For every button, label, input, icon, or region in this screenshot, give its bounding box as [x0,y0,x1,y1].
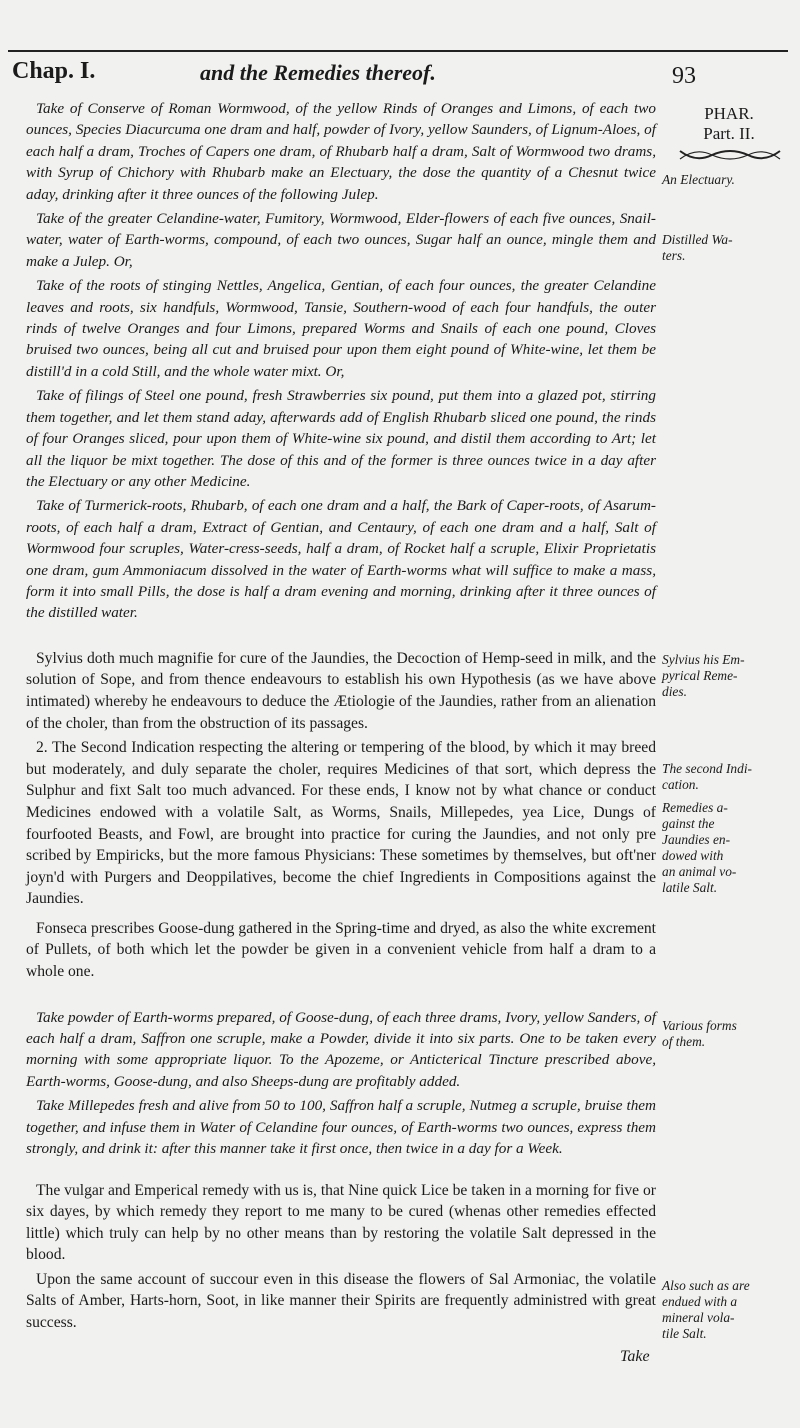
header-rule [8,50,788,52]
chapter-heading: Chap. I. [12,58,96,84]
paragraph-sylvius: Sylvius doth much magnifie for cure of the Jaundies, the Decoction of Hemp-seed in milk, and the solution of Sope, and from thence endeavours to establish his own Hypothesis (as we have above intimated) whereby he endeavours to deduce the Ætiologie of the Jaundies, rather from an alienation of the choler, than from the obstruction of its passages. [26,649,656,732]
paragraph-julep: Take of the greater Celandine-water, Fumitory, Wormwood, Elder-flowers of each five ounces, Snail-water, water of Earth-worms, compound, of each two ounces, Sugar half an ounce, mingle them and make a Julep. Or, [26,210,656,270]
ornament-icon [676,145,784,165]
catchword: Take [620,1348,650,1365]
margin-note-remedies: Remedies a- gainst the Jaundies en- dowed with an animal vo- latile Salt. [662,800,737,895]
paragraph-millepedes: Take Millepedes fresh and alive from 50 to 100, Saffron half a scruple, Nutmeg a scruple, bruise them together, and infuse them in Water of Celandine four ounces, of Earth-worms two ounces, express them strongly, and drink it: after this manner take it first once, then twice in a day for a Week. [26,1097,656,1158]
margin-note-distilled: Distilled Wa- ters. [662,232,733,263]
margin-note-second-indication: The second Indi- cation. [662,761,752,792]
recipe-block-two [26,1007,656,1160]
paragraph-second-indication: 2. The Second Indication respecting the altering or tempering of the blood, by which it may breed but moderately, and duly separate the choler, requires Medicines of that sort, which depress the Sulphur and fixt Salt too much advanced. For these ends, I know not by what chance or conduct Medicines endowed with a volatile Salt, as Worms, Snails, Millepedes, yea Lice, Dungs of fourfooted Beasts, and Fowl, are brought into practice for curing the Jaundies, and not only pre scribed by Empiricks, but the more famous Physicians: These sometimes by themselves, but oft'ner joyn'd with Purgers and Deoppilatives, become the chief Ingredients in Compositions against the Jaundies. [26,739,656,908]
margin-note-electuary: An Electuary. [662,172,735,187]
running-title: and the Remedies thereof. [200,60,436,85]
recipe-block [26,98,656,624]
paragraph-earthworm-powder: Take powder of Earth-worms prepared, of Goose-dung, of each three drams, Ivory, yellow Sanders, of each half a dram, Saffron one scruple, make a Powder, divide it into six parts. One to be taken every morning with some appropriate liquor. To the Apozeme, or Anticterical Tincture prescribed above, Earth-worms, Goose-dung, and also Sheeps-dung are profitably added. [26,1008,656,1090]
paragraph-sal-armoniac: Upon the same account of succour even in this disease the flowers of Sal Armoniac, the volatile Salts of Amber, Harts-horn, Soot, in like manner their Spirits are frequently administred with great success. [26,1270,656,1332]
margin-note-sylvius: Sylvius his Em- pyrical Reme- dies. [662,652,745,699]
paragraph-electuary: Take of Conserve of Roman Wormwood, of the yellow Rinds of Oranges and Limons, of each two ounces, Species Diacurcuma one dram and half, powder of Ivory, yellow Saunders, of Lignum-Aloes, of each half a dram, Troches of Capers one dram, of Rhubarb half a dram, Salt of Wormwood two drams, with Syrup of Chichory with Rhubarb make an Electuary, the dose the quantity of a Chesnut twice aday, drinking after it three ounces of the following Julep. [26,100,656,203]
margin-section-text: PHAR. Part. II. [703,104,755,143]
paragraph-lice: The vulgar and Emperical remedy with us is, that Nine quick Lice be taken in a morning for five or six dayes, by which remedy they report to me many to be cured (whenas other remedies effected little) which truly can help by no other means than by restoring the volatile Salt depressed in the blood. [26,1181,656,1264]
margin-note-also-such: Also such as are endued with a mineral vola- tile Salt. [662,1278,750,1341]
paragraph-distillation: Take of the roots of stinging Nettles, Angelica, Gentian, of each four ounces, the greater Celandine leaves and roots, six handfuls, Wormwood, Tansie, Southern-wood of each four handfuls, the outer rinds of twelve Oranges and four Limons, prepared Worms and Snails of each one pound, Cloves bruised two ounces, being all cut and bruised pour upon them eight pound of White-wine, let them be distill'd in a cold Still, and the whole water mixt. Or, [26,277,656,380]
main-text [26,98,656,1337]
margin-note-various-forms: Various forms of them. [662,1018,737,1049]
paragraph-fonseca: Fonseca prescribes Goose-dung gathered in the Spring-time and dryed, as also the white excrement of Pullets, of both which let the powder be given in a convenient vehicle from half a dram to a whole one. [26,919,656,981]
page-number: 93 [672,63,696,89]
margin-section-label [664,104,794,144]
discussion-block [26,648,656,983]
paragraph-pills: Take of Turmerick-roots, Rhubarb, of each one dram and a half, the Bark of Caper-roots, of Asarum-roots, of each half a dram, Extract of Gentian, and Centaury, of each one dram and a half, Salt of Wormwood four scruples, Water-cress-seeds, half a dram, of Rocket half a scruple, Elixir Proprietatis one dram, gum Ammoniacum dissolved in the water of Earth-worms what will suffice to make a mass, form it into small Pills, the dose is half a dram evening and morning, drinking after it three ounces of the distilled water. [26,497,656,622]
paragraph-steel: Take of filings of Steel one pound, fresh Strawberries six pound, put them into a glazed pot, stirring them together, and let them stand aday, afterwards add of English Rhubarb sliced one pound, the rinds of four Oranges sliced, pour upon them of White-wine six pound, and distil them according to Art; let all the liquor be mixt together. The dose of this and of the former is three ounces twice in a day after the Electuary or any other Medicine. [26,387,656,490]
discussion-block-two [26,1180,656,1334]
